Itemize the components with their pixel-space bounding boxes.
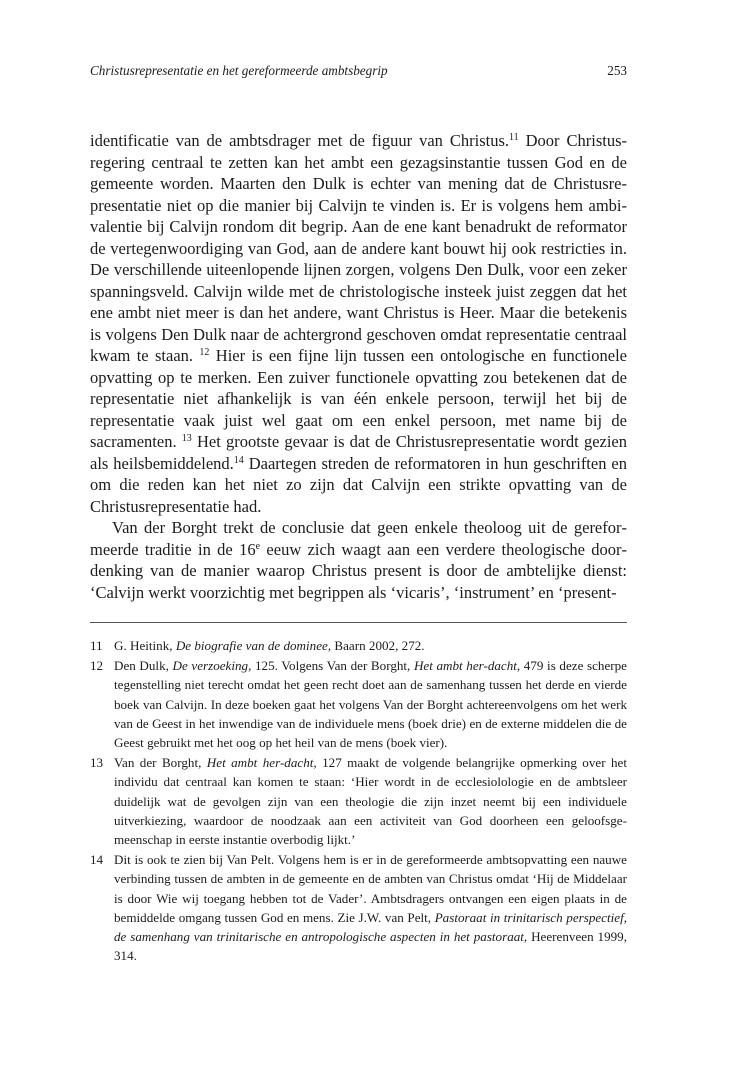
text-run: eeuw zich waagt aan een verdere theologische doordenking van de manier waarop Christus present is door de ambtelijke dienst: ‘Calvijn werkt voorzichtig met begrippen als ‘vicaris’, ‘instrument’ en ‘present- [90, 539, 627, 602]
text-run: , 127 maakt de volgende belangrijke opmerking over het individu dat centraal kan komen te staan: ‘Hier wordt in de ecclesiolologie en de ambtsleer duidelijk wat de gevolgen zijn van een theologie die zijn inzet neemt bij een individuele uitverkiezing, waardoor de noodzaak aan een activiteit van God doorheen een geloofsgemeenschap in eerste instantie overbodig lijkt.’ [114, 755, 628, 848]
page-number: 253 [607, 63, 627, 78]
text-run: , 479 is deze scherpe tegenstelling niet terecht omdat het geen recht doet aan de samenhang tussen het derde en vierde boek van Calvijn. In deze boeken gaat het volgens Van der Borght achtereenvolgens om het werk van de Geest in het inwendige van de individuele mens (boek drie) en de externe middelen die de Geest gebruikt met het oog op het heil van de mens (boek vier). [114, 658, 627, 751]
book-title: De biografie van de dominee [175, 638, 328, 653]
book-title: Pastoraat in trinitarisch perspectief, de samenhang van trinitarische en antropologische aspecten in het pastoraat, [114, 909, 627, 945]
text-run: , Baarn 2002, 272. [327, 638, 425, 653]
footnote-text [114, 656, 627, 752]
main-text [90, 130, 627, 603]
footnote-11 [90, 636, 627, 655]
paragraph-2 [90, 517, 627, 603]
text-run: Dit is ook te zien bij Van Pelt. Volgens hem is er in de gereformeerde ambtsopvatting een nauwe verbinding tussen de ambten in de gemeente en de ambten van Christus omdat ‘Hij de Middelaar is door Wie wij toegang hebben tot de Vader’. Ambtsdragers ontvangen een eigen plaats in de bemiddelde omgang tussen God en mens. Zie J.W. van Pelt, [114, 852, 627, 925]
running-header [90, 63, 627, 79]
footnote-ref-12: 12 [199, 347, 210, 358]
footnote-13 [90, 753, 627, 849]
superscript-e: e [255, 540, 261, 552]
footnote-number: 14 [90, 852, 104, 868]
footnote-12 [90, 656, 627, 752]
text-run: Van der Borght trekt de conclusie dat geen enkele theoloog uit de gereformeerde traditie in de 16 [90, 518, 627, 559]
text-run: Van der Borght, [114, 755, 207, 771]
footnote-number: 11 [90, 638, 103, 653]
footnote-text [114, 636, 627, 655]
footnote-ref-11: 11 [509, 132, 519, 143]
footnote-14 [90, 850, 627, 965]
footnote-number: 13 [90, 755, 104, 771]
text-run: , 125. Volgens Van der Borght, [248, 658, 414, 674]
footnote-ref-13: 13 [181, 433, 192, 444]
text-run: G. Heitink, [114, 638, 176, 653]
text-run: identificatie van de ambtsdrager met de figuur van Christus. [90, 131, 510, 150]
book-title: De verzoeking [172, 658, 249, 674]
text-run: Hier is een fijne lijn tussen een ontologische en functionele opvatting op te merken. Een zuiver functionele opvatting zou betekenen dat de representatie niet afhankelijk is van één enkele persoon, terwijl het bij de representatie vaak juist wel gaat om een enkel persoon, met name bij de sacramenten. [90, 346, 627, 451]
footnote-text [114, 850, 627, 965]
footnote-ref-14: 14 [233, 454, 244, 466]
paragraph-1 [90, 130, 627, 517]
footnote-number: 12 [90, 658, 104, 674]
text-run: Heerenveen 1999, 314. [114, 929, 627, 964]
footnotes [90, 636, 627, 966]
book-title: Het ambt her-dacht [413, 658, 517, 674]
book-title: Het ambt her-dacht [206, 755, 314, 771]
text-run: Door Christusregering centraal te zetten kan het ambt een gezagsinstantie tussen God en de gemeente worden. Maarten den Dulk is echter van mening dat de Christusrepresentatie niet op die manier bij Calvijn te vinden is. Er is volgens hem ambivalentie bij Calvijn rondom dit begrip. Aan de ene kant benadrukt de reformator de vertegenwoordiging van God, aan de andere kant bouwt hij ook restricties in. De verschillende uiteenlopende lijnen zorgen, volgens Den Dulk, voor een zeker spanningsveld. Calvijn wilde met de christologische insteek juist zeggen dat het ene ambt niet meer is dan het andere, want Christus is Heer. Maar die betekenis is volgens Den Dulk naar de achtergrond geschoven omdat representatie centraal kwam te staan. [90, 131, 627, 365]
text-run: Het grootste gevaar is dat de Christusrepresentatie wordt gezien als heilsbemiddelend. [90, 432, 628, 473]
text-run: Daartegen streden de reformatoren in hun geschriften en om die reden kan het niet zo zijn dat Calvijn een strikte opvatting van de Christusrepresentatie had. [90, 453, 627, 516]
running-title: Christusrepresentatie en het gereformeerde ambtsbegrip [90, 63, 388, 78]
text-run: Den Dulk, [114, 658, 173, 674]
footnote-text [114, 753, 627, 849]
footnote-divider [90, 622, 627, 623]
